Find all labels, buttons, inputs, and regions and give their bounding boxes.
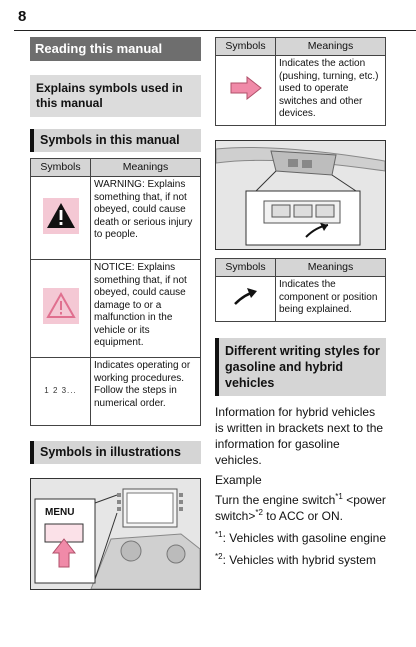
right-column: [215, 37, 386, 572]
table-row: [31, 177, 201, 260]
left-column: [30, 37, 201, 590]
footnote-ref: *1: [335, 492, 343, 501]
symbols-table: [30, 158, 201, 426]
table-row: [216, 277, 386, 322]
intro-paragraph: Information for hybrid vehicles is written in brackets next to the information for gasoline vehicles.: [215, 405, 384, 467]
col-symbols-header: Symbols: [31, 159, 91, 177]
symbol-cell: [216, 56, 276, 126]
example-sentence: [215, 492, 386, 524]
page-title: Reading this manual: [30, 37, 201, 61]
steps-123-icon: 1 2 3...: [44, 386, 77, 396]
subhead-text: Explains symbols used in this manual: [36, 81, 183, 110]
footnote-mark: *1: [215, 530, 223, 539]
section-symbols-illustrations: Symbols in illustrations: [30, 441, 201, 464]
component-symbols-table: [215, 258, 386, 322]
action-symbols-table: [215, 37, 386, 126]
component-arrow-icon: [231, 286, 261, 313]
page-number: 8: [18, 8, 27, 25]
col-meanings-header: Meanings: [91, 159, 201, 177]
example-part: to ACC or ON.: [262, 509, 343, 523]
meaning-cell: Indicates the action (pushing, turning, etc.) used to operate switches and other devices.: [276, 56, 386, 126]
section-writing-styles: Different writing styles for gasoline and hybrid vehicles: [215, 338, 386, 396]
col-meanings-header: Meanings: [276, 259, 386, 277]
ceiling-switch-drawing: [216, 141, 385, 249]
col-symbols-header: Symbols: [216, 259, 276, 277]
meaning-cell: NOTICE: Explains something that, if not obeyed, could cause damage to or a malfunction in the vehicle or its equipment.: [91, 260, 201, 358]
meaning-cell: WARNING: Explains something that, if not obeyed, could cause death or serious injury to people.: [91, 177, 201, 260]
example-part: <power switch>: [215, 493, 386, 523]
footnote-text: : Vehicles with gasoline engine: [222, 531, 387, 545]
col-meanings-header: Meanings: [276, 38, 386, 56]
table-row: [31, 358, 201, 426]
meaning-cell: Indicates operating or working procedures. Follow the steps in numerical order.: [91, 358, 201, 426]
section-symbols-manual: Symbols in this manual: [30, 129, 201, 152]
notice-triangle-icon: [43, 288, 79, 324]
footnote-2: [215, 552, 386, 568]
writing-styles-text: [215, 404, 386, 568]
col-symbols-header: Symbols: [216, 38, 276, 56]
warning-triangle-icon: [43, 198, 79, 234]
table-row: [216, 56, 386, 126]
footnote-ref: *2: [255, 508, 263, 517]
example-part: Turn the engine switch: [215, 493, 336, 507]
symbol-cell: [31, 177, 91, 260]
footnote-1: [215, 530, 386, 546]
symbol-cell: [31, 260, 91, 358]
action-arrow-icon: [229, 76, 263, 105]
footnote-text: : Vehicles with hybrid system: [222, 553, 376, 567]
symbol-cell: [216, 277, 276, 322]
symbol-cell: [31, 358, 91, 426]
menu-button-illustration: [30, 478, 201, 590]
example-label: Example: [215, 473, 262, 487]
menu-label: MENU: [45, 507, 75, 518]
top-rule: [14, 30, 416, 31]
dashboard-drawing: [31, 479, 200, 589]
footnote-mark: *2: [215, 552, 223, 561]
meaning-cell: Indicates the component or position being explained.: [276, 277, 386, 322]
subhead-box: [30, 75, 201, 117]
table-row: [31, 260, 201, 358]
switch-illustration: [215, 140, 386, 250]
